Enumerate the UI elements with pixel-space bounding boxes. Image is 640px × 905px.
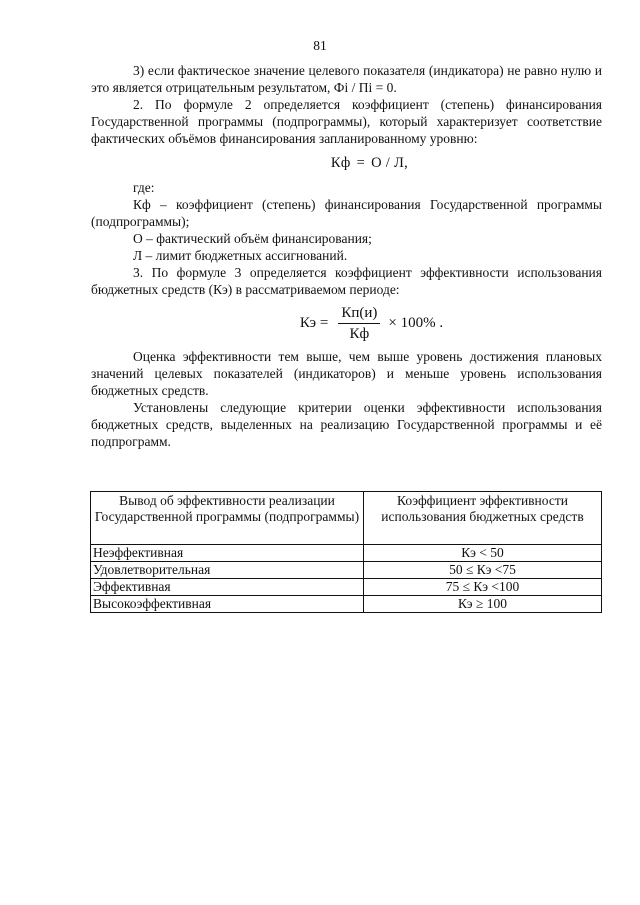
- row-coefficient: 50 ≤ Кэ <75: [364, 562, 602, 579]
- row-conclusion: Эффективная: [91, 579, 364, 596]
- table-header-row: [91, 492, 602, 545]
- row-coefficient: Кэ < 50: [364, 545, 602, 562]
- body-text: [91, 62, 602, 450]
- definition-l: Л – лимит бюджетных ассигнований.: [133, 248, 348, 263]
- definition-o: О – фактический объём финансирования;: [133, 231, 372, 246]
- table-row: [91, 596, 602, 613]
- formula-efficiency-coefficient: [91, 298, 602, 348]
- header-conclusion: Вывод об эффективности реализации Государственной программы (подпрограммы): [91, 492, 364, 545]
- row-coefficient: 75 ≤ Кэ <100: [364, 579, 602, 596]
- row-conclusion: Удовлетворительная: [91, 562, 364, 579]
- table-row: [91, 579, 602, 596]
- formula-1-lhs: Кф: [330, 154, 351, 171]
- formula-2-denominator: Кф: [349, 325, 370, 342]
- table-row: [91, 545, 602, 562]
- row-conclusion: Высокоэффективная: [91, 596, 364, 613]
- paragraph-item-3: 3. По формуле 3 определяется коэффициент эффективности использования бюджетных средств (Кэ) в рассматриваемом периоде:: [91, 265, 602, 297]
- table-row: [91, 562, 602, 579]
- row-coefficient: Кэ ≥ 100: [364, 596, 602, 613]
- formula-1-rhs: О / Л,: [371, 154, 409, 171]
- formula-2-lhs: Кэ =: [299, 314, 329, 331]
- formula-2-tail: × 100% .: [388, 314, 444, 331]
- definition-kf: Кф – коэффициент (степень) финансирования Государственной программы (подпрограммы);: [91, 197, 602, 229]
- page-number: 81: [313, 38, 327, 53]
- formula-1-equals: =: [356, 154, 366, 171]
- paragraph-item-2: 2. По формуле 2 определяется коэффициент (степень) финансирования Государственной программы (подпрограммы), который характеризует соответствие фактических объёмов финансирования запланированному уровню:: [91, 97, 602, 146]
- efficiency-criteria-table: [90, 491, 602, 613]
- paragraph-criteria: Установлены следующие критерии оценки эффективности использования бюджетных средств, выделенных на реализацию Государственной программы и её подпрограмм.: [91, 400, 602, 449]
- paragraph-where: где:: [133, 180, 155, 195]
- formula-2-numerator: Кп(и): [338, 304, 380, 324]
- paragraph-assessment: Оценка эффективности тем выше, чем выше уровень достижения плановых значений целевых показателей (индикаторов) и меньше уровень использования бюджетных средств.: [91, 349, 602, 398]
- header-coefficient: Коэффициент эффективности использования бюджетных средств: [364, 492, 602, 545]
- row-conclusion: Неэффективная: [91, 545, 364, 562]
- paragraph-item-3-zero: 3) если фактическое значение целевого показателя (индикатора) не равно нулю и это является отрицательным результатом, Фі / Пі = 0.: [91, 63, 602, 95]
- formula-financing-coefficient: [91, 147, 602, 179]
- formula-2-fraction: [338, 304, 380, 343]
